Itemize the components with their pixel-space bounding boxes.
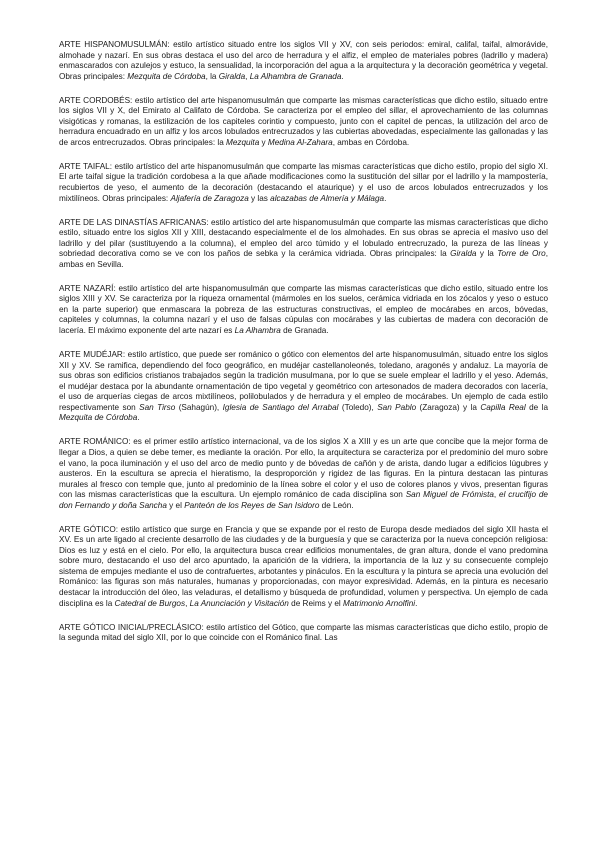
- artwork-title: San Miguel de Frómista: [405, 490, 494, 500]
- glossary-entries: [59, 40, 548, 644]
- entry-text: ARTE TAIFAL: estilo artístico del arte hispanomusulmán que comparte las mismas características que dicho estilo, propio del siglo XI. El arte taifal sigue la tradición cordobesa a la que añade modificaciones como la sustitución del sillar por el ladrillo y la mampostería, recubiertos de yeso, el aumento de la decoración (destacando el ataurique) y el uso de arcos lobulados entrecruzados y los mixtilíneos. Obras principales:: [59, 161, 548, 203]
- artwork-title: La Alhambra de Granada: [249, 71, 342, 81]
- entry-text: de León.: [319, 500, 354, 510]
- entry-text: y la: [476, 249, 498, 259]
- artwork-title: Mezquita de Córdoba: [127, 71, 206, 81]
- glossary-entry: [59, 162, 548, 204]
- artwork-title: Iglesia de Santiago del Arrabal: [222, 402, 339, 412]
- entry-text: .: [384, 193, 387, 203]
- artwork-title: Giralda: [450, 249, 477, 259]
- entry-text: ,: [245, 71, 250, 81]
- entry-text: , ambas en Córdoba.: [332, 137, 410, 147]
- glossary-entry: [59, 525, 548, 609]
- artwork-title: La Anunciación y Visitación: [189, 598, 289, 608]
- entry-text: (Toledo),: [338, 402, 378, 412]
- artwork-title: San Tirso: [139, 402, 176, 412]
- entry-text: y las: [248, 193, 271, 203]
- artwork-title: Medina Al-Zahara: [267, 137, 333, 147]
- artwork-title: Capilla Real: [480, 402, 526, 412]
- artwork-title: San Pablo: [377, 402, 417, 412]
- artwork-title: Giralda: [218, 71, 246, 81]
- artwork-title: Panteón de los Reyes de San Isidoro: [184, 500, 320, 510]
- artwork-title: Catedral de Burgos: [114, 598, 186, 608]
- entry-text: (Sahagún),: [175, 402, 223, 412]
- glossary-entry: [59, 40, 548, 82]
- glossary-entry: [59, 284, 548, 337]
- entry-text: de la: [525, 402, 549, 412]
- artwork-title: el crucifijo de don Fernando y doña Sancha: [59, 490, 548, 510]
- entry-text: y: [259, 137, 268, 147]
- glossary-entry: [59, 437, 548, 511]
- glossary-entry: [59, 350, 548, 424]
- artwork-title: La Alhambra: [234, 326, 281, 336]
- glossary-entry: [59, 218, 548, 271]
- entry-text: , la: [205, 71, 219, 81]
- entry-text: ARTE ROMÁNICO: es el primer estilo artístico internacional, va de los siglos X a XIII y es un arte que concibe que la mejor forma de llegar a Dios, a quien se debe temer, es mediante la oración. Por ello, la arquitectura se caracteriza por el predominio del muro sobre el vano, la poca iluminación y el uso del arco de medio punto y de bóvedas de cañón y de arista, dando lugar a edificios lúgubres y austeros. En la escultura se aprecia el hieratismo, la desproporción y rigidez de las figuras. En la pintura destacan las pinturas murales al fresco con temple que, junto al predominio de la línea sobre el color y el uso de colores planos y vivos, presentan figuras con las mismas características que la escultura. Un ejemplo románico de cada disciplina son: [59, 437, 548, 500]
- entry-text: ARTE HISPANOMUSULMÁN: estilo artístico situado entre los siglos VII y XV, con seis periodos: emiral, califal, taifal, almorávide, almohade y nazarí. En sus obras destaca el uso del arco de herradura y el alfiz, el empleo de materiales pobres (ladrillo y madera) enmascarados con azulejos y estuco, la sensualidad, la incorporación del agua a la arquitectura y la decoración geométrica y vegetal. Obras principales:: [59, 40, 548, 81]
- entry-text: .: [415, 598, 418, 608]
- entry-text: .: [341, 71, 344, 81]
- entry-text: ARTE GÓTICO INICIAL/PRECLÁSICO: estilo artístico del Gótico, que comparte las mismas características que dicho estilo, propio de la segunda mitad del siglo XII, por lo que coincide con el Románico final. Las: [59, 622, 548, 643]
- artwork-title: Torre de Oro: [497, 249, 546, 259]
- entry-text: ARTE DE LAS DINASTÍAS AFRICANAS: estilo artístico del arte hispanomusulmán que comparte las mismas características que dicho estilo, situado entre los siglos XII y XIII, destacando especialmente el de los almohades. En sus obras se aprecia el masivo uso del ladrillo y del pilar (sustituyendo a la columna), el empleo del arco túmido y el lobulado entrecruzado, la pureza de las líneas y sobriedad decorativa como se ve con los paños de sebka y la cerámica vidriada. Obras principales: la: [59, 217, 548, 259]
- entry-text: (Zaragoza) y la: [416, 402, 481, 412]
- entry-text: ,: [185, 598, 190, 608]
- entry-text: , ambas en Sevilla.: [59, 249, 548, 269]
- glossary-entry: [59, 96, 548, 149]
- entry-text: ARTE MUDÉJAR: estilo artístico, que puede ser románico o gótico con elementos del arte hispanomusulmán, situado entre los siglos XII y XV. Se ramifica, dependiendo del foco geográfico, en mudéjar castellanoleonés, toledano, aragonés y andaluz. La mayoría de sus obras son edificios cristianos trabajados según la tradición musulmana, por lo que se suele emplear el ladrillo y el yeso. Además, el mudéjar destaca por la abundante ornamentación de tipo vegetal y geométrico con artesonados de madera decorados con lacería, el uso de arquerías ciegas de arcos mixtilíneos, polilobulados y de herradura y el empleo de mocárabes. Un ejemplo de cada estilo respectivamente son: [59, 350, 548, 412]
- entry-text: ARTE NAZARÍ: estilo artístico del arte hispanomusulmán que comparte las mismas características que dicho estilo, situado entre los siglos XIII y XV. Se caracteriza por la riqueza ornamental (mármoles en los suelos, cerámica vidriada en los zócalos y yeso o estuco en la parte superior) que enmascara la pobreza de las estructuras constructivas, el empleo de mocárabes en arcos, bóvedas, capiteles y columnas, la columna nazarí y el uso de falsas cúpulas con mocárabes y las cubiertas de madera con decoración de lacería. El máximo exponente del arte nazarí es: [59, 283, 548, 336]
- artwork-title: alcazabas de Almería y Málaga: [270, 193, 385, 203]
- entry-text: de Reims y el: [288, 598, 344, 608]
- artwork-title: Mezquita: [226, 137, 260, 147]
- entry-text: .: [137, 413, 140, 423]
- entry-text: de Granada.: [280, 326, 329, 336]
- artwork-title: Aljafería de Zaragoza: [170, 193, 249, 203]
- artwork-title: Matrimonio Arnolfini: [343, 598, 416, 608]
- entry-text: ARTE GÓTICO: estilo artístico que surge en Francia y que se expande por el resto de Europa desde mediados del siglo XII hasta el XV. Es un arte ligado al creciente desarrollo de las ciudades y de la burguesía y que se caracteriza por la nueva concepción religiosa: Dios es luz y está en el cielo. Por ello, la arquitectura busca crear edificios monumentales, de gran altura, donde el vano predomina sobre muro, destacando el uso del arco apuntado, la aparición de la vidriera, la importancia de la luz y su consecuente complejo sistema de empujes mediante el uso de contrafuertes, arbotantes y pináculos. En la escultura y la pintura se aprecia una evolución del Románico: las figuras son más naturales, humanas y proporcionadas, con mayor expresividad. Además, en la pintura es necesario destacar la introducción del óleo, las veladuras, el detallismo y búsqueda de profundidad, volumen y perspectiva. Un ejemplo de cada disciplina es la: [59, 524, 548, 608]
- artwork-title: Mezquita de Córdoba: [59, 413, 138, 423]
- entry-text: ,: [493, 490, 500, 500]
- glossary-entry: [59, 623, 548, 644]
- entry-text: ARTE CORDOBÉS: estilo artístico del arte hispanomusulmán que comparte las mismas características que dicho estilo, situado entre los siglos VII y X, del Emirato al Califato de Córdoba. Se caracteriza por el empleo del sillar, el aprovechamiento de las columnas visigóticas y romanas, la estilización de los capiteles corintio y compuesto, junto con el capitel de pencas, la utilización del arco de herradura encuadrado en un alfiz y los arcos lobulados entrecruzados y las cubiertas abovedadas, especialmente las gallonadas y las de arcos entrecruzados. Obras principales: la: [59, 95, 548, 147]
- entry-text: y el: [166, 500, 185, 510]
